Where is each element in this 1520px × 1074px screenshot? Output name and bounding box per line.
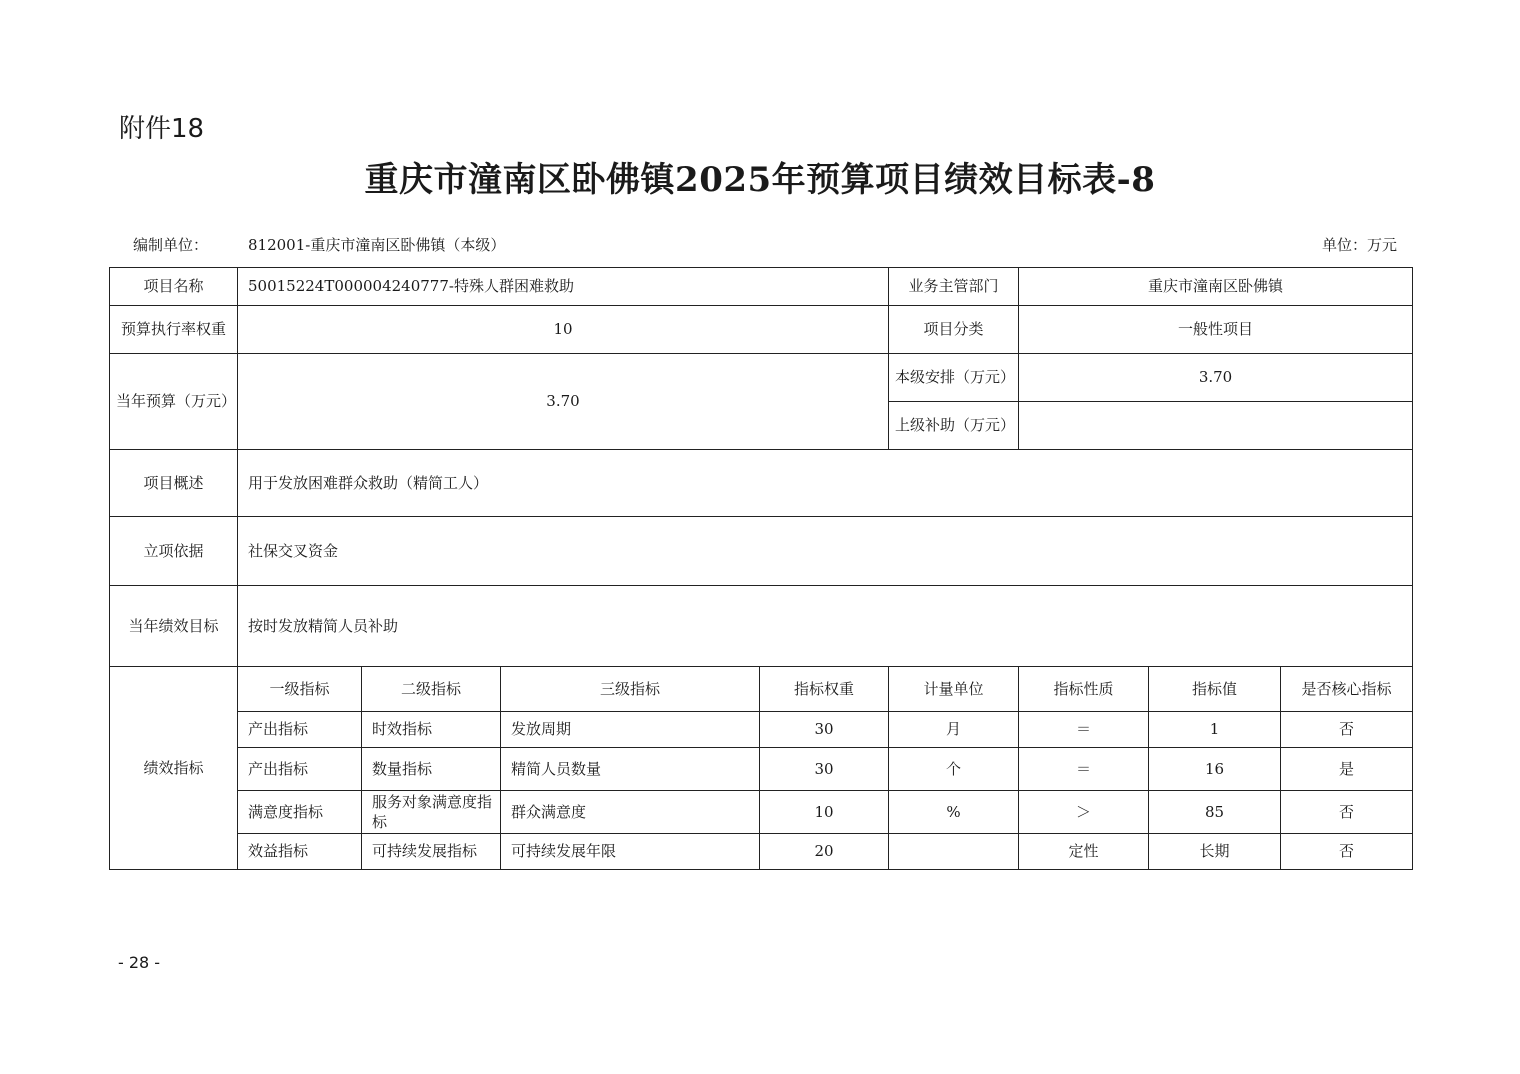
overview-value: 用于发放困难群众救助（精简工人） [238,450,1413,517]
dept-label: 业务主管部门 [889,268,1019,306]
indicator-row [110,834,1413,870]
indicator-header: 指标值 [1149,667,1281,712]
indicator-l2: 数量指标 [362,748,501,791]
indicator-l3: 发放周期 [501,712,760,748]
indicator-header: 一级指标 [238,667,362,712]
indicator-nature: ＝ [1019,748,1149,791]
indicator-core: 否 [1281,712,1413,748]
indicator-weight: 30 [760,748,889,791]
indicator-l3: 精简人员数量 [501,748,760,791]
local-label: 本级安排（万元） [889,354,1019,402]
indicator-l1: 产出指标 [238,712,362,748]
indicator-l1: 产出指标 [238,748,362,791]
indicator-unit: 月 [889,712,1019,748]
perf-indicators-label: 绩效指标 [110,667,238,870]
indicator-value: 长期 [1149,834,1281,870]
indicator-weight: 10 [760,791,889,834]
indicator-unit: 个 [889,748,1019,791]
category-value: 一般性项目 [1019,306,1413,354]
indicator-nature: 定性 [1019,834,1149,870]
indicator-nature: ＞ [1019,791,1149,834]
org-label: 编制单位： [133,236,209,254]
category-label: 项目分类 [889,306,1019,354]
local-value: 3.70 [1019,354,1413,402]
indicator-unit [889,834,1019,870]
goal-value: 按时发放精简人员补助 [238,586,1413,667]
indicator-header: 是否核心指标 [1281,667,1413,712]
exec-weight-label: 预算执行率权重 [110,306,238,354]
indicator-row [110,748,1413,791]
project-name-label: 项目名称 [110,268,238,306]
upper-label: 上级补助（万元） [889,402,1019,450]
project-name-value: 50015224T000004240777-特殊人群困难救助 [238,268,889,306]
indicator-row [110,791,1413,834]
dept-value: 重庆市潼南区卧佛镇 [1019,268,1413,306]
indicator-l1: 满意度指标 [238,791,362,834]
indicator-l1: 效益指标 [238,834,362,870]
attachment-label: 附件18 [119,114,205,144]
performance-table [109,267,1413,870]
indicator-nature: ＝ [1019,712,1149,748]
indicator-weight: 20 [760,834,889,870]
indicator-core: 是 [1281,748,1413,791]
indicator-l3: 群众满意度 [501,791,760,834]
basis-label: 立项依据 [110,517,238,586]
indicator-header: 指标权重 [760,667,889,712]
goal-label: 当年绩效目标 [110,586,238,667]
budget-value: 3.70 [238,354,889,450]
upper-value [1019,402,1413,450]
indicator-l2: 可持续发展指标 [362,834,501,870]
indicator-row [110,712,1413,748]
indicator-core: 否 [1281,834,1413,870]
indicator-l3: 可持续发展年限 [501,834,760,870]
budget-label: 当年预算（万元） [110,354,238,450]
indicator-unit: % [889,791,1019,834]
indicator-l2: 服务对象满意度指标 [362,791,501,834]
org-value: 812001-重庆市潼南区卧佛镇（本级） [248,236,506,254]
basis-value: 社保交叉资金 [238,517,1413,586]
indicator-value: 85 [1149,791,1281,834]
indicator-value: 16 [1149,748,1281,791]
indicator-value: 1 [1149,712,1281,748]
exec-weight-value: 10 [238,306,889,354]
indicator-header: 指标性质 [1019,667,1149,712]
page-title: 重庆市潼南区卧佛镇2025年预算项目绩效目标表-8 [364,160,1156,200]
unit-label: 单位：万元 [1322,236,1398,254]
overview-label: 项目概述 [110,450,238,517]
indicator-header: 二级指标 [362,667,501,712]
indicator-l2: 时效指标 [362,712,501,748]
page-number: - 28 - [118,953,161,972]
indicator-weight: 30 [760,712,889,748]
indicator-core: 否 [1281,791,1413,834]
indicator-header: 三级指标 [501,667,760,712]
indicator-header: 计量单位 [889,667,1019,712]
